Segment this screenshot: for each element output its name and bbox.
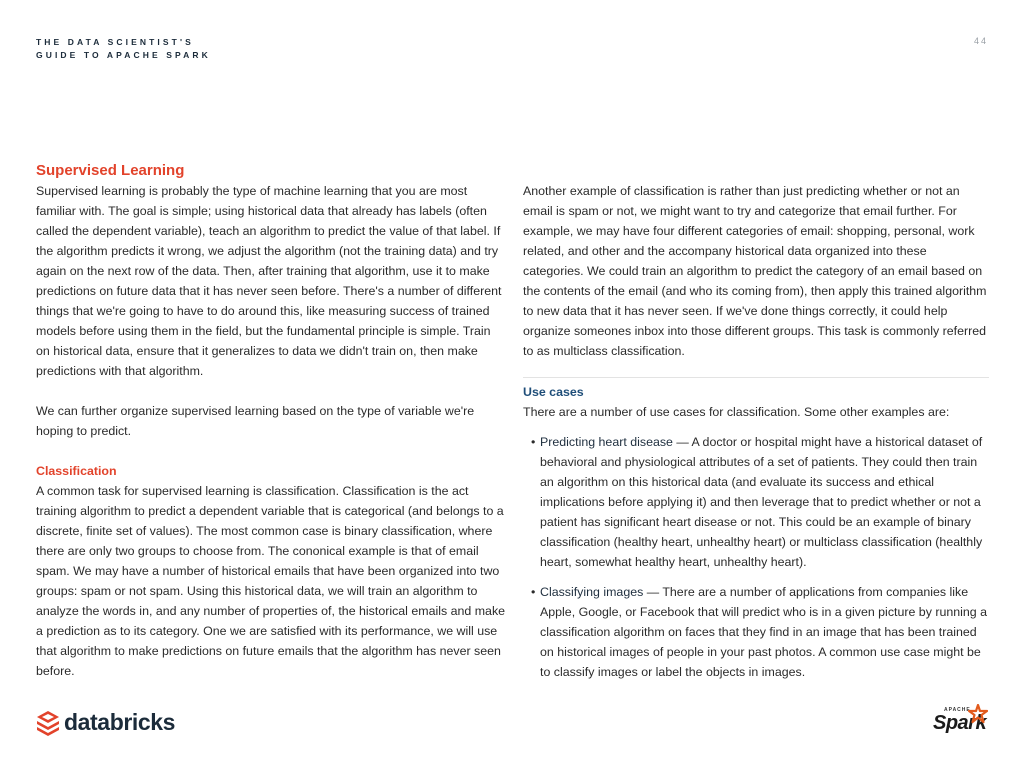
list-item xyxy=(523,582,989,682)
paragraph-supervised-intro: Supervised learning is probably the type of machine learning that you are most familiar with. The goal is simple; using historical data that already has labels (often called the dependent variable), teach an algorithm to predict the value of that label. If the algorithm predicts it wrong, we adjust the algorithm (not the training data) and try again on the next row of the data. Then, after training that algorithm, use it to make predictions on future data that it has never seen before. There's a number of different things that we're going to have to do around this, like measuring success of trained models before using them in the field, but the fundamental principle is simple. Train on historical data, ensure that it generalizes to data we didn't train on, then make predictions with that algorithm. xyxy=(36,184,502,378)
left-column xyxy=(36,161,506,681)
list-item xyxy=(523,432,989,572)
use-case-list xyxy=(523,432,989,682)
databricks-logo xyxy=(36,709,175,736)
header-title-line-2: GUIDE TO APACHE SPARK xyxy=(36,50,211,60)
paragraph-multiclass: Another example of classification is rather than just predicting whether or not an email is spam or not, we might want to try and categorize that email further. For example, we may have four different categories of email: shopping, personal, work related, and other and the accompany historical data organized into these categories. We could train an algorithm to predict the category of an email based on the contents of the email (and who its coming from), then apply this trained algorithm to new data that it has never seen. If we've done things correctly, it could help organize someones inbox into those different groups. This task is commonly referred to as multiclass classification. xyxy=(523,184,987,358)
spark-logo-apache-text: APACHE xyxy=(944,707,971,713)
databricks-wordmark: databricks xyxy=(64,709,176,735)
apache-spark-logo xyxy=(930,704,990,740)
sub-heading-use-cases: Use cases xyxy=(523,385,584,399)
sub-heading-classification: Classification xyxy=(36,464,117,478)
list-item-term: Classifying images xyxy=(540,585,644,599)
page-number: 44 xyxy=(973,36,988,46)
list-item-term: Predicting heart disease xyxy=(540,435,673,449)
spark-star-icon xyxy=(968,704,988,724)
section-heading-supervised-learning: Supervised Learning xyxy=(36,162,185,179)
right-column xyxy=(523,161,989,692)
list-item-text: — A doctor or hospital might have a historical dataset of behavioral and physiological attributes of a set of patients. They could then train an algorithm on this historical data (and evaluate its success and ethical implications before applying it) and then leverage that to predict whether or not a patient has significant heart disease or not. This could be an example of binary classification (healthy heart, unhealthy heart) or multiclass classification (healthly heart, somewhat healthy heart, unhealthy heart). xyxy=(540,435,983,569)
paragraph-organize-supervised: We can further organize supervised learning based on the type of variable we're hoping to predict. xyxy=(36,404,475,438)
list-item-text: — There are a number of applications from companies like Apple, Google, or Facebook that will predict who is in a given picture by running a classification algorithm on faces that they find in an image that has been trained on historical images of people in your past photos. A common use case might be to classify images or label the objects in images. xyxy=(540,585,988,679)
header-title-line-1: THE DATA SCIENTIST'S xyxy=(36,37,194,47)
databricks-stack-icon xyxy=(36,710,60,736)
spark-logo-wordmark: Spark xyxy=(933,712,987,734)
section-divider xyxy=(523,377,989,378)
document-header-title xyxy=(36,36,211,62)
bullet-marker: • xyxy=(531,435,536,449)
paragraph-classification: A common task for supervised learning is classification. Classification is the act training algorithm to predict a dependent variable that is categorical (and belongs to a discrete, finite set of values). The most common case is binary classification, where there are only two groups to choose from. The cononical example is that of email spam. We may have a number of historical emails that have been organized into two groups: spam or not spam. Using this historical data, we will train an algorithm to analyze the words in, and any number of properties of, the historical emails and make a prediction as to its category. One we are satisfied with its performance, we will use that algorithm to make predictions on future emails that the algorithm has never seen before. xyxy=(36,484,506,678)
bullet-marker: • xyxy=(531,585,536,599)
paragraph-use-cases-intro: There are a number of use cases for classification. Some other examples are: xyxy=(523,405,950,419)
